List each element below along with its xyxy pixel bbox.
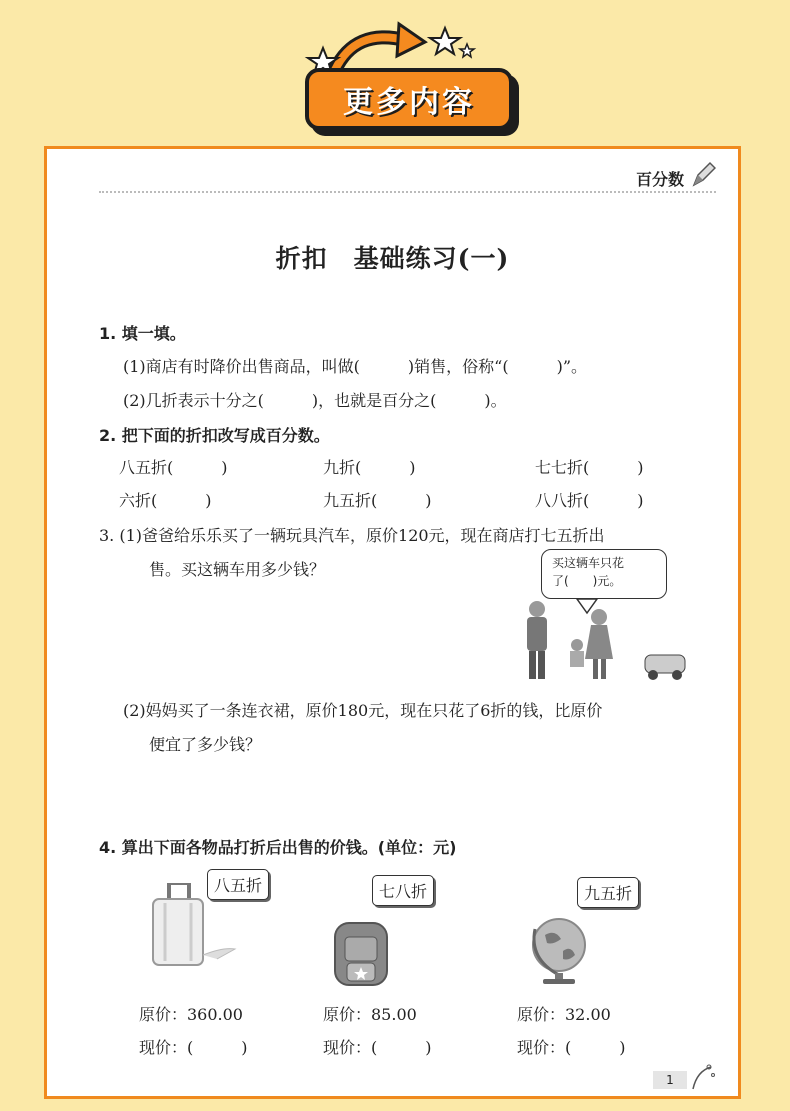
question-1b: (2)几折表示十分之( )，也就是百分之( )。: [123, 391, 507, 410]
discount-item: 八八折( ): [535, 491, 644, 510]
original-price: 原价：32.00: [517, 1005, 611, 1024]
question-2-label: 2. 把下面的折扣改写成百分数。: [99, 426, 330, 445]
banner-button[interactable]: [305, 68, 513, 130]
question-4-label: 4. 算出下面各物品打折后出售的价钱。(单位：元): [99, 838, 457, 857]
pencil-icon: [690, 161, 716, 189]
globe-icon: [525, 915, 597, 987]
bubble-line: 了( )元。: [552, 574, 622, 588]
worksheet-page: [44, 146, 741, 1099]
backpack-icon: [331, 915, 391, 987]
question-3a-line2: 售。买这辆车用多少钱？: [149, 560, 326, 579]
discount-item: 六折( ): [119, 491, 212, 510]
header-divider: [99, 191, 716, 193]
bubble-line: 买这辆车只花: [552, 556, 625, 570]
more-content-banner[interactable]: [295, 18, 525, 128]
discount-item: 九折( ): [323, 458, 416, 477]
discount-tag: 九五折: [577, 877, 639, 908]
discount-item: 八五折( ): [119, 458, 228, 477]
family-illustration: [517, 589, 697, 689]
original-price: 原价：360.00: [139, 1005, 243, 1024]
question-3a-line1: 3. (1)爸爸给乐乐买了一辆玩具汽车，原价120元，现在商店打七五折出: [99, 526, 605, 545]
page-title: 折扣 基础练习(一): [275, 244, 510, 273]
discount-tag: 七八折: [372, 875, 434, 906]
discount-item: 七七折( ): [535, 458, 644, 477]
discount-item: 九五折( ): [323, 491, 432, 510]
discount-tag: 八五折: [207, 869, 269, 900]
question-1a: (1)商店有时降价出售商品，叫做( )销售，俗称“( )”。: [123, 357, 587, 376]
question-1-label: 1. 填一填。: [99, 324, 186, 343]
current-price-blank: 现价：( ): [323, 1038, 432, 1057]
section-label: 百分数: [635, 170, 684, 189]
question-3b-line1: (2)妈妈买了一条连衣裙，原价180元，现在只花了6折的钱，比原价: [123, 701, 603, 720]
page-number: 1: [653, 1071, 687, 1089]
current-price-blank: 现价：( ): [517, 1038, 626, 1057]
suitcase-icon: [143, 883, 243, 973]
current-price-blank: 现价：( ): [139, 1038, 248, 1057]
feather-icon: [689, 1063, 715, 1091]
original-price: 原价：85.00: [323, 1005, 417, 1024]
question-3b-line2: 便宜了多少钱？: [149, 735, 262, 754]
banner-label: 更多内容: [343, 85, 475, 120]
